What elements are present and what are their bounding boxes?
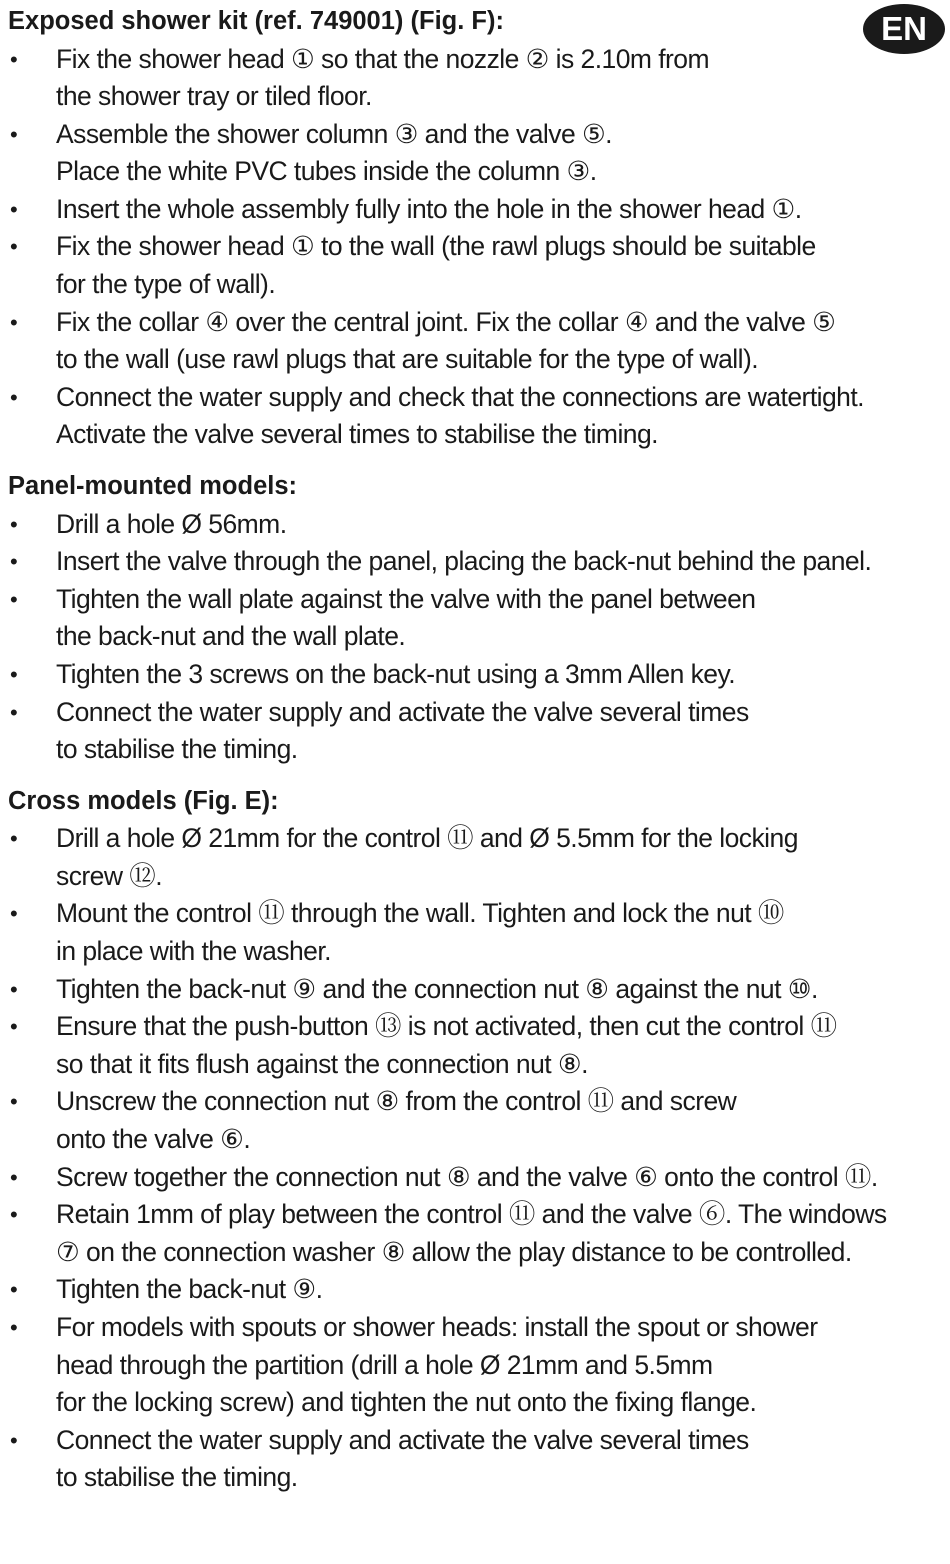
list-item [8, 116, 950, 191]
step-list [8, 506, 950, 769]
list-item-text-line: so that it fits flush against the connection nut ⑧. [56, 1048, 588, 1079]
list-item [8, 543, 950, 581]
list-item-text-line: Insert the valve through the panel, placing the back-nut behind the panel. [56, 546, 872, 577]
list-item-text-line: Fix the shower head ① so that the nozzle ② is 2.10m from [56, 43, 710, 74]
bullet-icon: • [10, 1014, 18, 1040]
section-panel-mounted-models [8, 468, 950, 769]
list-item-text-line: Mount the control ⑪ through the wall. Tighten and lock the nut ⑩ [56, 898, 784, 929]
list-item-text-line: in place with the washer. [56, 935, 331, 966]
list-item [8, 694, 950, 769]
bullet-icon: • [10, 196, 18, 222]
list-item-text-line: Unscrew the connection nut ⑧ from the control ⑪ and screw [56, 1086, 737, 1117]
list-item [8, 304, 950, 379]
bullet-icon: • [10, 826, 18, 852]
section-cross-models [8, 783, 950, 1497]
bullet-icon: • [10, 661, 18, 687]
list-item [8, 1008, 950, 1083]
section-heading: Exposed shower kit (ref. 749001) (Fig. F): [8, 7, 504, 35]
list-item-text-line: onto the valve ⑥. [56, 1123, 251, 1154]
list-item-text-line: Drill a hole Ø 56mm. [56, 508, 287, 539]
bullet-icon: • [10, 1202, 18, 1228]
list-item-text-line: to stabilise the timing. [56, 734, 298, 765]
list-item-text-line: Drill a hole Ø 21mm for the control ⑪ and Ø 5.5mm for the locking [56, 823, 798, 854]
list-item [8, 971, 950, 1009]
list-item [8, 1271, 950, 1309]
list-item-text-line: Tighten the wall plate against the valve with the panel between [56, 583, 756, 614]
list-item-text-line: ⑦ on the connection washer ⑧ allow the play distance to be controlled. [56, 1236, 852, 1267]
list-item-text-line: Screw together the connection nut ⑧ and the valve ⑥ onto the control ⑪. [56, 1161, 878, 1192]
bullet-icon: • [10, 976, 18, 1002]
list-item-text-line: Retain 1mm of play between the control ⑪ and the valve ⑥. The windows [56, 1199, 887, 1230]
bullet-icon: • [10, 384, 18, 410]
list-item-text-line: Connect the water supply and activate the valve several times [56, 1424, 749, 1455]
list-item [8, 1083, 950, 1158]
bullet-icon: • [10, 549, 18, 575]
list-item-text-line: Fix the collar ④ over the central joint. Fix the collar ④ and the valve ⑤ [56, 306, 836, 337]
bullet-icon: • [10, 234, 18, 260]
bullet-icon: • [10, 46, 18, 72]
bullet-icon: • [10, 511, 18, 537]
section-exposed-shower-kit [8, 0, 950, 454]
list-item-text-line: Insert the whole assembly fully into the hole in the shower head ①. [56, 193, 802, 224]
list-item-text-line: Tighten the 3 screws on the back-nut using a 3mm Allen key. [56, 658, 736, 689]
list-item-text-line: Activate the valve several times to stabilise the timing. [56, 419, 658, 450]
list-item-text-line: to stabilise the timing. [56, 1462, 298, 1493]
step-list [8, 820, 950, 1497]
list-item [8, 379, 950, 454]
bullet-icon: • [10, 1427, 18, 1453]
bullet-icon: • [10, 586, 18, 612]
list-item-text-line: Assemble the shower column ③ and the valve ⑤. [56, 118, 612, 149]
list-item-text-line: the back-nut and the wall plate. [56, 621, 406, 652]
list-item-text-line: Tighten the back-nut ⑨. [56, 1274, 323, 1305]
list-item [8, 581, 950, 656]
list-item-text-line: the shower tray or tiled floor. [56, 81, 372, 112]
list-item-text-line: screw ⑫. [56, 860, 163, 891]
bullet-icon: • [10, 901, 18, 927]
list-item-text-line: Connect the water supply and activate the valve several times [56, 696, 749, 727]
list-item [8, 656, 950, 694]
list-item-text-line: Place the white PVC tubes inside the column ③. [56, 156, 597, 187]
list-item-text-line: Ensure that the push-button ⑬ is not activated, then cut the control ⑪ [56, 1011, 837, 1042]
list-item [8, 1309, 950, 1422]
list-item-text-line: to the wall (use rawl plugs that are suitable for the type of wall). [56, 344, 759, 375]
list-item-text-line: for the locking screw) and tighten the nut onto the fixing flange. [56, 1387, 757, 1418]
list-item [8, 41, 950, 116]
list-item-text-line: Tighten the back-nut ⑨ and the connection nut ⑧ against the nut ⑩. [56, 973, 818, 1004]
section-heading: Panel-mounted models: [8, 472, 298, 501]
bullet-icon: • [10, 121, 18, 147]
list-item-text-line: Connect the water supply and check that the connections are watertight. [56, 381, 864, 412]
list-item-text-line: head through the partition (drill a hole Ø 21mm and 5.5mm [56, 1349, 713, 1380]
bullet-icon: • [10, 1164, 18, 1190]
section-heading: Cross models (Fig. E): [8, 786, 279, 815]
bullet-icon: • [10, 699, 18, 725]
list-item [8, 191, 950, 229]
list-item-text-line: Fix the shower head ① to the wall (the rawl plugs should be suitable [56, 231, 816, 262]
list-item [8, 1159, 950, 1197]
bullet-icon: • [10, 1277, 18, 1303]
list-item [8, 1196, 950, 1271]
bullet-icon: • [10, 1089, 18, 1115]
list-item-text-line: For models with spouts or shower heads: install the spout or shower [56, 1311, 818, 1342]
list-item [8, 506, 950, 544]
list-item [8, 228, 950, 303]
bullet-icon: • [10, 1314, 18, 1340]
list-item [8, 1422, 950, 1497]
list-item [8, 895, 950, 970]
bullet-icon: • [10, 309, 18, 335]
list-item-text-line: for the type of wall). [56, 269, 276, 300]
step-list [8, 41, 950, 455]
list-item [8, 820, 950, 895]
language-badge: EN [863, 4, 945, 54]
